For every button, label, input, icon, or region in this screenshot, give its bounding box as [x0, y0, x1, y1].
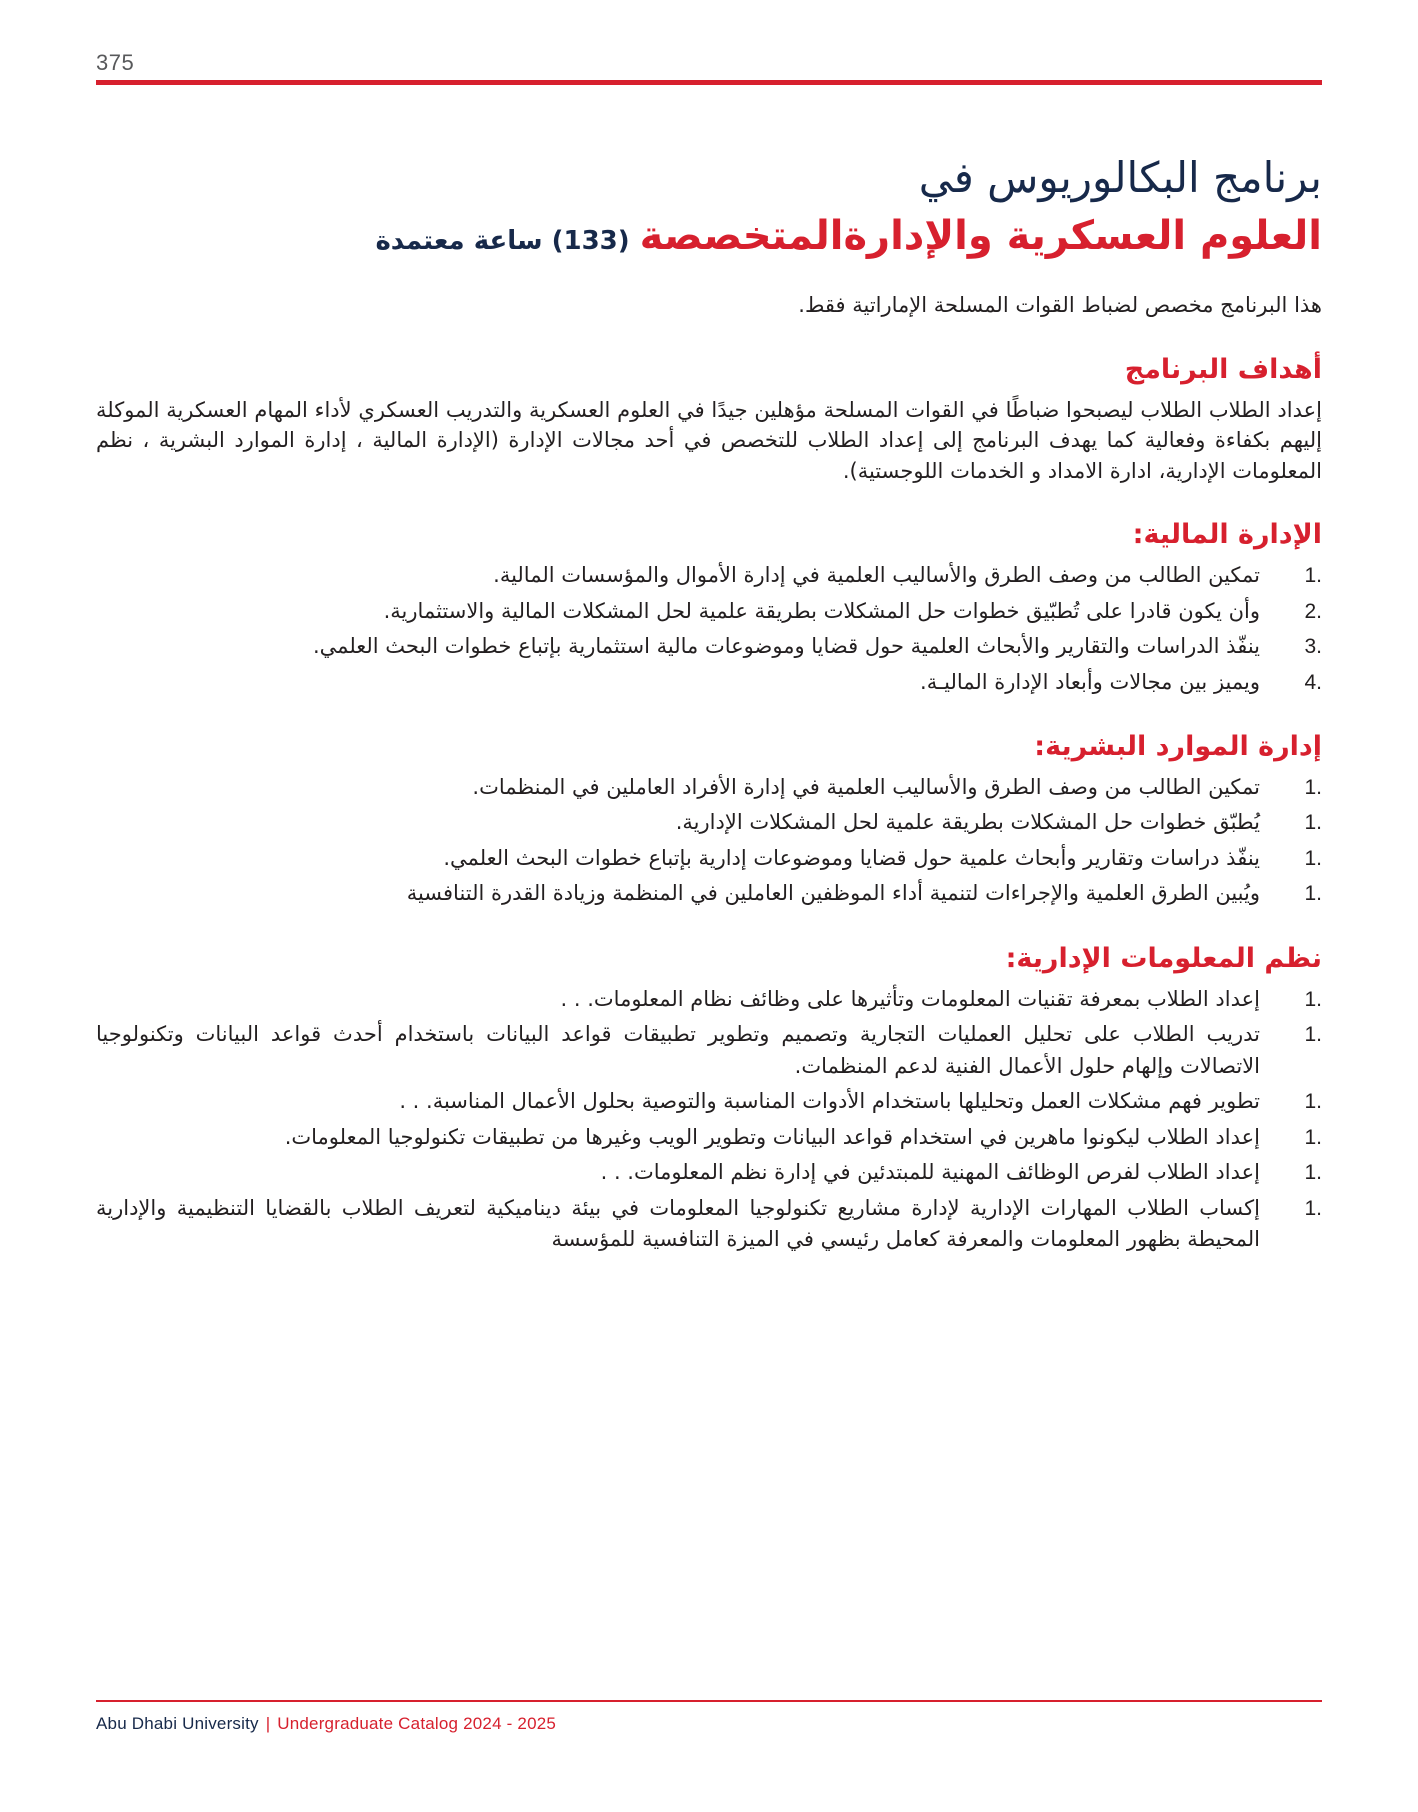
list-item-text: ويُبين الطرق العلمية والإجراءات لتنمية أداء الموظفين العاملين في المنظمة وزيادة القدرة التنافسية — [406, 881, 1260, 906]
program-title-line2 — [96, 209, 1322, 263]
list-item-text: تطوير فهم مشكلات العمل وتحليلها باستخدام الأدوات المناسبة والتوصية بحلول الأعمال المناسبة. . . — [399, 1089, 1260, 1114]
list-marker: 1. — [1304, 1196, 1322, 1220]
footer-divider — [96, 1700, 1322, 1702]
program-credit-hours: (133) ساعة معتمدة — [375, 225, 630, 256]
list-marker: 1. — [1304, 564, 1322, 588]
page-header — [96, 52, 1322, 85]
list-item — [96, 596, 1322, 628]
footer-catalog-name: Undergraduate Catalog 2024 - 2025 — [277, 1714, 557, 1733]
list-item-text: ينفّذ دراسات وتقارير وأبحاث علمية حول قضايا وموضوعات إدارية بإتباع خطوات البحث العلمي. — [443, 845, 1260, 870]
list-marker: 1. — [1304, 811, 1322, 835]
list-item-text: وأن يكون قادرا على تُطبّيق خطوات حل المشكلات بطريقة علمية لحل المشكلات المالية والاستثمارية. — [383, 598, 1260, 623]
list-item-text: تمكين الطالب من وصف الطرق والأساليب العلمية في إدارة الأفراد العاملين في المنظمات. — [472, 774, 1260, 799]
list-human-resources — [96, 772, 1322, 910]
list-item-text: تمكين الطالب من وصف الطرق والأساليب العلمية في إدارة الأموال والمؤسسات المالية. — [493, 563, 1260, 588]
list-item — [96, 843, 1322, 875]
list-item — [96, 667, 1322, 699]
list-item — [96, 807, 1322, 839]
list-marker: 1. — [1304, 1023, 1322, 1047]
list-item-text: إعداد الطلاب ليكونوا ماهرين في استخدام قواعد البيانات وتطوير الويب وغيرها من تطبيقات تكنولوجيا المعلومات. — [284, 1124, 1260, 1149]
list-item — [96, 1193, 1322, 1256]
list-management-information-systems — [96, 984, 1322, 1256]
list-item-text: ينفّذ الدراسات والتقارير والأبحاث العلمية حول قضايا وموضوعات مالية استثمارية بإتباع خطوات البحث العلمي. — [313, 634, 1260, 659]
list-item — [96, 1122, 1322, 1154]
list-item — [96, 631, 1322, 663]
list-marker: 1. — [1304, 1161, 1322, 1185]
footer-university-name: Abu Dhabi University — [96, 1714, 259, 1733]
page-content — [96, 128, 1322, 1260]
list-item-text: تدريب الطلاب على تحليل العمليات التجارية وتصميم وتطوير تطبيقات قواعد البيانات باستخدام أحدث قواعد البيانات وتكنولوجيا الاتصالات وإلهام حلول الأعمال الفنية لدعم المنظمات. — [96, 1022, 1260, 1078]
program-title-block — [96, 150, 1322, 263]
list-marker: 2. — [1304, 599, 1322, 623]
footer-separator: | — [265, 1714, 271, 1733]
list-item-text: إعداد الطلاب بمعرفة تقنيات المعلومات وتأثيرها على وظائف نظام المعلومات. . . — [560, 986, 1260, 1011]
list-marker: 1. — [1304, 987, 1322, 1011]
page-footer — [96, 1700, 1322, 1734]
list-marker: 1. — [1304, 775, 1322, 799]
list-marker: 1. — [1304, 846, 1322, 870]
program-title-line1: برنامج البكالوريوس في — [918, 153, 1322, 202]
section-heading-management-information-systems: نظم المعلومات الإدارية: — [1005, 942, 1322, 974]
list-marker: 3. — [1304, 635, 1322, 659]
list-item — [96, 1086, 1322, 1118]
list-item-text: يُطبّق خطوات حل المشكلات بطريقة علمية لحل المشكلات الإدارية. — [675, 810, 1260, 835]
section-paragraph-objectives: إعداد الطلاب الطلاب ليصبحوا ضباطًا في القوات المسلحة مؤهلين جيدًا في العلوم العسكرية والتدريب العسكري لأداء المهام العسكرية الموكلة إليهم بكفاءة وفعالية كما يهدف البرنامج إلى إعداد الطلاب للتخصص في أحد مجالات الإدارة (الإدارة المالية ، إدارة الموارد البشرية ، نظم المعلومات الإدارية، ادارة الامداد و الخدمات اللوجستية). — [96, 398, 1322, 483]
list-marker: 1. — [1304, 882, 1322, 906]
list-marker: 4. — [1304, 670, 1322, 694]
program-intro-note: هذا البرنامج مخصص لضباط القوات المسلحة الإماراتية فقط. — [798, 292, 1322, 317]
list-item — [96, 878, 1322, 910]
list-item — [96, 1157, 1322, 1189]
footer-text — [96, 1714, 1322, 1734]
list-item — [96, 984, 1322, 1016]
list-item-text: إكساب الطلاب المهارات الإدارية لإدارة مشاريع تكنولوجيا المعلومات في بيئة ديناميكية لتعريف الطلاب بالقضايا التنظيمية والإدارية المحيطة بظهور المعلومات والمعرفة كعامل رئيسي في الميزة التنافسية للمؤسسة — [96, 1195, 1260, 1252]
list-marker: 1. — [1304, 1125, 1322, 1149]
page-number: 375 — [96, 50, 135, 75]
list-marker: 1. — [1304, 1090, 1322, 1114]
section-heading-human-resources: إدارة الموارد البشرية: — [1034, 731, 1322, 763]
list-item — [96, 560, 1322, 592]
header-divider — [96, 80, 1322, 85]
list-item-text: ويميز بين مجالات وأبعاد الإدارة الماليـة. — [920, 669, 1260, 694]
section-heading-finance: الإدارة المالية: — [1132, 519, 1322, 551]
list-item — [96, 1019, 1322, 1082]
program-title-name: العلوم العسكرية والإدارةالمتخصصة — [639, 212, 1322, 259]
list-item — [96, 772, 1322, 804]
list-finance — [96, 560, 1322, 698]
list-item-text: إعداد الطلاب لفرص الوظائف المهنية للمبتدئين في إدارة نظم المعلومات. . . — [600, 1160, 1260, 1185]
section-heading-objectives: أهداف البرنامج — [1124, 354, 1322, 386]
